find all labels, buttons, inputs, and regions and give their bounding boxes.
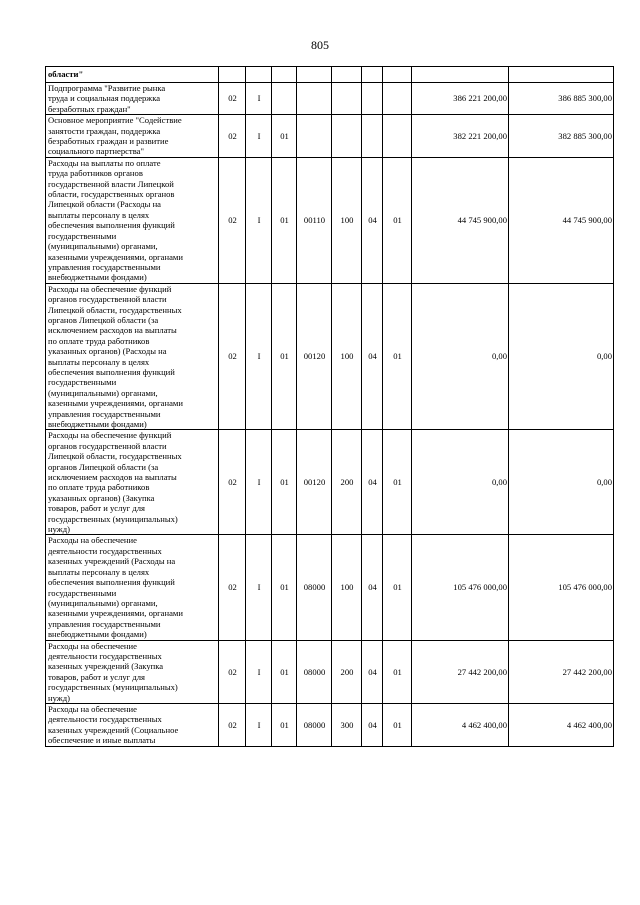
code-section: [362, 83, 383, 115]
code-direction: [297, 83, 332, 115]
amount-year-2: 44 745 900,00: [509, 157, 614, 283]
amount-year-1: 386 221 200,00: [412, 83, 509, 115]
empty-cell: [332, 67, 362, 83]
code-program: 02: [219, 430, 246, 535]
row-name: Расходы на обеспечение функций органов государственной власти Липецкой области, государственных органов Липецкой области (за исключением расходов на выплаты по оплате труда работников указанных органов) (Расходы на выплаты персоналу в целях обеспечения выполнения функций государственными (муниципальными) органами, казенными учреждениями, органами управления государственными внебюджетными фондами): [46, 283, 219, 430]
empty-cell: [383, 67, 412, 83]
code-expense-type: 200: [332, 640, 362, 703]
code-section: 04: [362, 535, 383, 640]
code-program: 02: [219, 703, 246, 746]
code-expense-type: 100: [332, 283, 362, 430]
code-section: 04: [362, 157, 383, 283]
code-direction: 08000: [297, 535, 332, 640]
row-name: Расходы на обеспечение деятельности государственных казенных учреждений (Расходы на выплаты персоналу в целях обеспечения выполнения функций государственными (муниципальными) органами, казенными учреждениями, органами управления государственными внебюджетными фондами): [46, 535, 219, 640]
amount-year-1: 27 442 200,00: [412, 640, 509, 703]
empty-cell: [297, 67, 332, 83]
code-direction: 00110: [297, 157, 332, 283]
amount-year-2: 0,00: [509, 283, 614, 430]
code-subsection: 01: [383, 157, 412, 283]
page-number: 805: [311, 38, 329, 52]
code-subsection: [383, 115, 412, 158]
code-event: 01: [272, 535, 297, 640]
code-program: 02: [219, 535, 246, 640]
code-event: 01: [272, 640, 297, 703]
code-event: 01: [272, 703, 297, 746]
budget-table: [45, 66, 614, 747]
code-expense-type: 100: [332, 535, 362, 640]
code-subsection: 01: [383, 283, 412, 430]
code-direction: [297, 115, 332, 158]
continuation-name: области": [46, 67, 219, 83]
code-expense-type: 200: [332, 430, 362, 535]
code-program: 02: [219, 115, 246, 158]
code-direction: 00120: [297, 283, 332, 430]
code-subsection: 01: [383, 430, 412, 535]
code-program: 02: [219, 157, 246, 283]
row-name: Расходы на обеспечение деятельности государственных казенных учреждений (Закупка товаров, работ и услуг для государственных (муниципальных) нужд): [46, 640, 219, 703]
code-subprogram: I: [246, 115, 272, 158]
row-name: Основное мероприятие "Содействие занятости граждан, поддержка безработных граждан и развитие социального партнерства": [46, 115, 219, 158]
code-direction: 00120: [297, 430, 332, 535]
amount-year-2: 105 476 000,00: [509, 535, 614, 640]
code-event: 01: [272, 430, 297, 535]
code-subprogram: I: [246, 640, 272, 703]
code-program: 02: [219, 83, 246, 115]
row-name: Подпрограмма "Развитие рынка труда и социальная поддержка безработных граждан": [46, 83, 219, 115]
table-row: [46, 640, 614, 703]
amount-year-1: 0,00: [412, 430, 509, 535]
amount-year-1: 382 221 200,00: [412, 115, 509, 158]
empty-cell: [219, 67, 246, 83]
code-expense-type: 300: [332, 703, 362, 746]
amount-year-1: 0,00: [412, 283, 509, 430]
amount-year-2: 382 885 300,00: [509, 115, 614, 158]
code-subprogram: I: [246, 535, 272, 640]
code-expense-type: 100: [332, 157, 362, 283]
code-section: 04: [362, 640, 383, 703]
code-section: [362, 115, 383, 158]
amount-year-2: 27 442 200,00: [509, 640, 614, 703]
amount-year-2: 4 462 400,00: [509, 703, 614, 746]
table-row: [46, 283, 614, 430]
row-name: Расходы на обеспечение деятельности государственных казенных учреждений (Социальное обеспечение и иные выплаты: [46, 703, 219, 746]
empty-cell: [509, 67, 614, 83]
row-name: Расходы на выплаты по оплате труда работников органов государственной власти Липецкой области, государственных органов Липецкой области (Расходы на выплаты персоналу в целях обеспечения выполнения функций государственными (муниципальными) органами, казенными учреждениями, органами управления государственными внебюджетными фондами): [46, 157, 219, 283]
amount-year-1: 44 745 900,00: [412, 157, 509, 283]
code-subprogram: I: [246, 157, 272, 283]
code-subprogram: I: [246, 283, 272, 430]
code-subprogram: I: [246, 703, 272, 746]
code-subsection: 01: [383, 640, 412, 703]
empty-cell: [362, 67, 383, 83]
code-subsection: 01: [383, 703, 412, 746]
code-subsection: [383, 83, 412, 115]
table-row: [46, 703, 614, 746]
code-event: 01: [272, 157, 297, 283]
code-direction: 08000: [297, 703, 332, 746]
code-event: [272, 83, 297, 115]
code-program: 02: [219, 283, 246, 430]
amount-year-1: 105 476 000,00: [412, 535, 509, 640]
empty-cell: [272, 67, 297, 83]
code-expense-type: [332, 115, 362, 158]
code-section: 04: [362, 430, 383, 535]
code-event: 01: [272, 283, 297, 430]
code-subsection: 01: [383, 535, 412, 640]
empty-cell: [246, 67, 272, 83]
empty-cell: [412, 67, 509, 83]
code-expense-type: [332, 83, 362, 115]
amount-year-2: 0,00: [509, 430, 614, 535]
table-row: [46, 535, 614, 640]
code-section: 04: [362, 703, 383, 746]
code-program: 02: [219, 640, 246, 703]
table-row: [46, 430, 614, 535]
code-subprogram: I: [246, 430, 272, 535]
amount-year-1: 4 462 400,00: [412, 703, 509, 746]
code-section: 04: [362, 283, 383, 430]
code-event: 01: [272, 115, 297, 158]
row-name: Расходы на обеспечение функций органов государственной власти Липецкой области, государственных органов Липецкой области (за исключением расходов на выплаты по оплате труда работников указанных органов) (Закупка товаров, работ и услуг для государственных (муниципальных) нужд): [46, 430, 219, 535]
continuation-row: [46, 67, 614, 83]
table-row: [46, 157, 614, 283]
code-subprogram: I: [246, 83, 272, 115]
table-row: [46, 115, 614, 158]
amount-year-2: 386 885 300,00: [509, 83, 614, 115]
table-row: [46, 83, 614, 115]
code-direction: 08000: [297, 640, 332, 703]
